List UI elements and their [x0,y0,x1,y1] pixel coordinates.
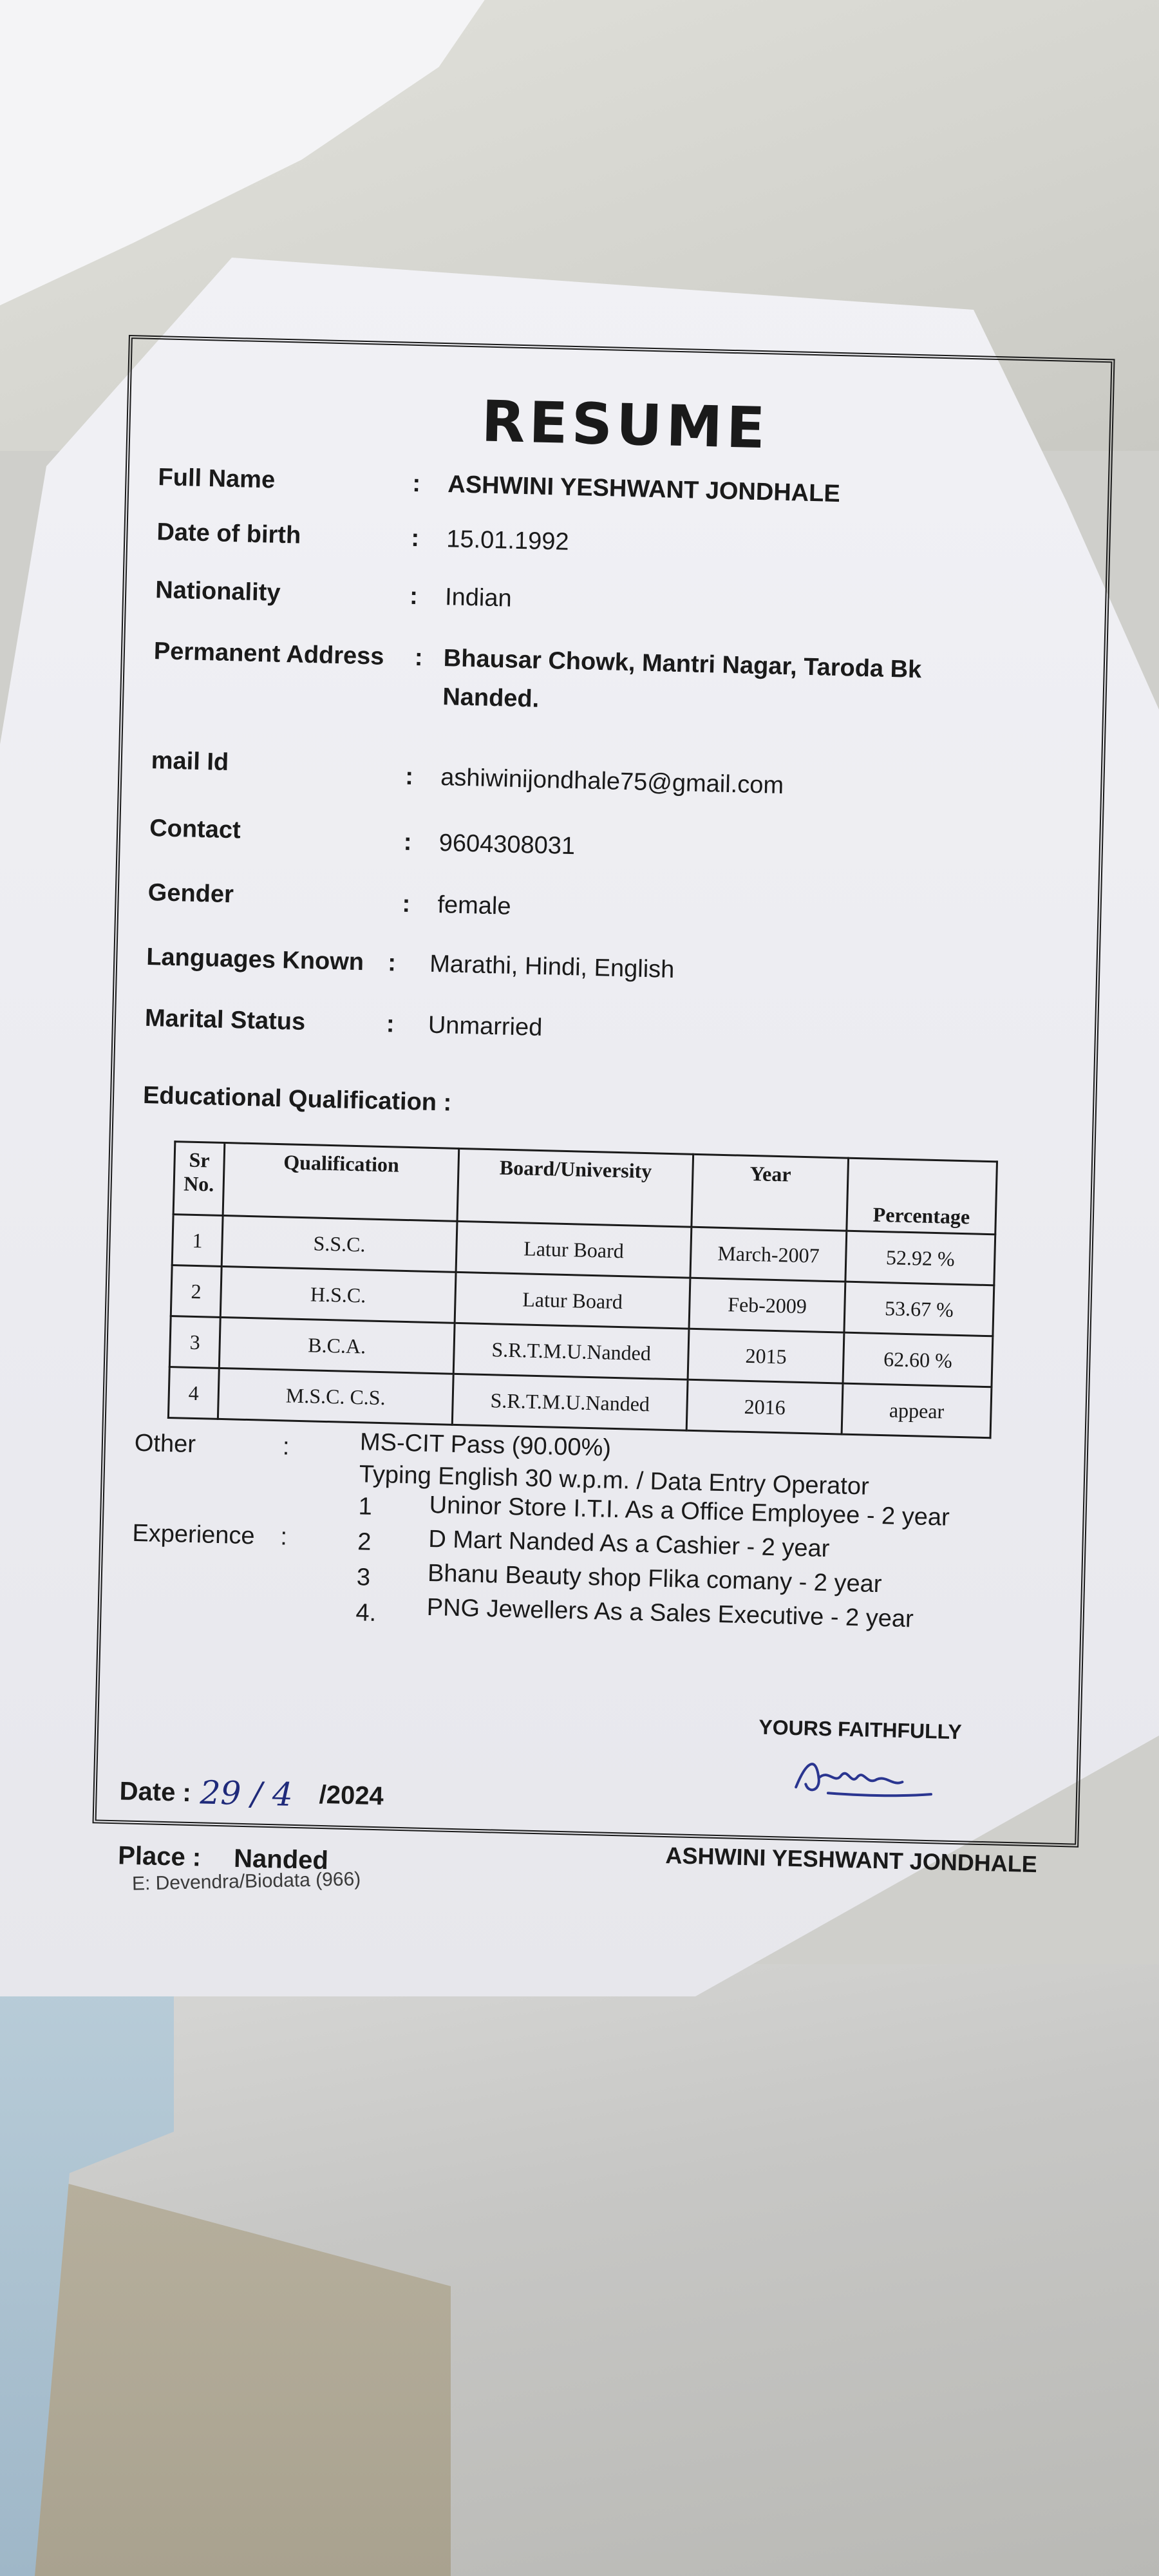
field-label: Permanent Address [153,638,384,670]
handwritten-signature [789,1748,938,1810]
field-colon: : [411,469,421,498]
experience-item-text: PNG Jewellers As a Sales Executive - 2 year [426,1593,914,1633]
experience-label: Experience [131,1519,256,1550]
field-colon: : [386,1010,395,1038]
table-cell-board: S.R.T.M.U.Nanded [452,1374,688,1430]
field-colon: : [414,644,424,672]
field-colon: : [410,524,420,553]
other-line: MS-CIT Pass (90.00%) [359,1428,612,1462]
resume-title: RESUME [480,388,770,462]
field-colon: : [401,890,411,918]
place-value: Nanded [233,1844,329,1875]
column-header-qualification: Qualification [223,1143,459,1222]
table-cell-qualification: M.S.C. C.S. [218,1368,453,1425]
table-cell-board: Latur Board [455,1272,690,1329]
experience-item-text: Uninor Store I.T.I. As a Office Employee - 2 year [429,1491,950,1531]
table-cell-qualification: H.S.C. [220,1266,456,1323]
field-colon: : [403,828,413,856]
experience-item-number: 1 [358,1493,373,1520]
other-label: Other [134,1429,196,1459]
field-value: 15.01.1992 [446,526,570,556]
table-cell-year: 2015 [688,1329,844,1383]
field-label: Gender [147,879,234,909]
education-table [167,1141,998,1439]
table-cell-sr: 2 [171,1265,221,1318]
table-cell-percentage: 52.92 % [845,1231,995,1285]
field-value: ashiwinijondhale75@gmail.com [440,764,784,800]
education-heading: Educational Qualification : [142,1081,452,1117]
other-line: Typing English 30 w.p.m. / Data Entry Operator [359,1461,870,1501]
date-label: Date : [119,1777,192,1808]
date-year: /2024 [319,1780,384,1811]
field-value: Bhausar Chowk, Mantri Nagar, Taroda Bk [443,645,922,684]
footer-reference: E: Devendra/Biodata (966) [131,1868,361,1895]
field-value: ASHWINI YESHWANT JONDHALE [447,471,841,508]
yours-faithfully: YOURS FAITHFULLY [759,1715,963,1744]
column-header-year: Year [692,1154,849,1231]
table-cell-percentage: 53.67 % [844,1282,994,1336]
other-colon: : [282,1433,290,1461]
field-label: Nationality [155,576,281,607]
signer-name: ASHWINI YESHWANT JONDHALE [665,1842,1038,1878]
table-cell-qualification: S.S.C. [221,1215,457,1272]
date-handwritten: 29 / 4 [199,1774,294,1814]
table-cell-year: 2016 [686,1379,843,1434]
field-label: Contact [149,815,241,844]
field-value-line2: Nanded. [442,683,540,713]
field-label: Full Name [158,464,276,494]
table-cell-percentage: appear [842,1383,992,1438]
table-cell-year: March-2007 [690,1227,847,1282]
field-label: Date of birth [156,518,301,549]
field-label: Languages Known [146,943,364,976]
experience-colon: : [279,1523,288,1551]
experience-item-number: 2 [357,1528,372,1556]
resume-document [117,361,1068,1878]
table-cell-board: Latur Board [456,1221,692,1278]
field-colon: : [387,949,397,977]
column-header-percentage: Percentage [847,1158,997,1235]
field-value: female [437,891,512,920]
field-label: mail Id [151,747,229,776]
table-cell-year: Feb-2009 [689,1278,845,1332]
table-cell-sr: 4 [168,1367,219,1419]
experience-item-number: 4. [355,1599,377,1627]
field-value: 9604308031 [438,829,576,860]
experience-item-number: 3 [356,1564,371,1591]
table-cell-board: S.R.T.M.U.Nanded [453,1323,689,1379]
field-label: Marital Status [144,1004,306,1036]
table-cell-percentage: 62.60 % [843,1332,993,1387]
field-value: Marathi, Hindi, English [429,950,675,984]
field-colon: : [409,582,419,611]
experience-item-text: D Mart Nanded As a Cashier - 2 year [428,1525,830,1563]
column-header-sr-no: Sr No. [173,1142,225,1216]
experience-item-text: Bhanu Beauty shop Flika comany - 2 year [427,1559,882,1598]
field-value: Unmarried [428,1011,543,1042]
table-cell-qualification: B.C.A. [219,1317,455,1374]
table-cell-sr: 1 [172,1215,223,1267]
field-colon: : [404,762,414,791]
place-label: Place : [117,1841,202,1872]
field-value: Indian [444,583,513,612]
table-cell-sr: 3 [169,1316,220,1368]
column-header-board: Board/University [457,1148,693,1227]
